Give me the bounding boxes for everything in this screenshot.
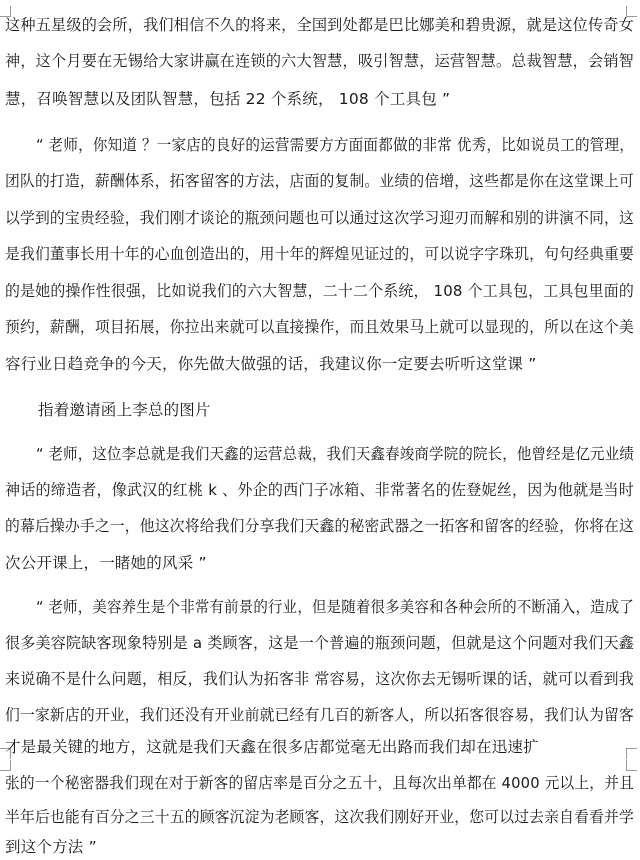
line-text: 容行业日趋竞争的今天，你先做大做强的话，我建议你一定要去听听这堂课 ”	[5, 355, 537, 373]
line-text: 以学到的宝贵经验，我们刚才谈论的瓶颈问题也可以通过这次学习迎刃而解和别的讲演不同，这	[5, 209, 635, 227]
text-line	[0, 278, 640, 304]
line-text: 神话的缔造者，像武汉的红桃 k 、外企的西门子冰箱、非常著名的佐登妮丝，因为他就是当时	[5, 481, 634, 499]
line-text: 次公开课上，一睹她的风采 ”	[5, 554, 207, 572]
text-line	[0, 12, 640, 38]
line-text: 是我们董事长用十年的心血创造出的，用十年的辉煌见证过的，可以说字字珠玑，句句经典重要	[5, 245, 635, 263]
text-line	[0, 702, 640, 728]
line-text: “ 老师，美容养生是个非常有前景的行业，但是随着很多美容和各种会所的不断涌入，造成了	[36, 598, 635, 616]
line-text: 神，这个月要在无锡给大家讲赢在连锁的六大智慧，吸引智慧，运营智慧。总裁智慧，会销智	[5, 52, 635, 70]
text-line	[0, 351, 640, 377]
line-text: 的是她的操作性很强，比如说我们的六大智慧，二十二个系统， 108 个工具包，工具包里面的	[5, 282, 634, 300]
line-text: “ 老师，你知道 ？一家店的良好的运营需要方方面面都做的非常 优秀，比如说员工的管理，	[36, 136, 635, 154]
line-text: 们一家新店的开业，我们还没有开业前就已经有几百的新客人，所以拓客很容易，我们认为留客	[5, 706, 635, 724]
text-line	[0, 804, 640, 830]
line-text: 指着邀请函上李总的图片	[38, 401, 211, 419]
text-line	[0, 205, 640, 231]
line-text: 团队的打造，薪酬体系，拓客留客的方法，店面的复制。业绩的倍增，这些都是你在这堂课上可	[5, 172, 635, 190]
line-text: 预约，薪酬，项目拓展，你拉出来就可以直接操作，而且效果马上就可以显现的，所以在这个美	[5, 318, 635, 336]
line-text: 张的一个秘密器我们现在对于新客的留店率是百分之五十，且每次出单都在 4000 元以上，并且	[5, 774, 635, 792]
text-line	[0, 168, 640, 194]
line-text: 这种五星级的会所，我们相信不久的将来，全国到处都是巴比娜美和碧贵源，就是这位传奇女	[5, 16, 635, 34]
line-text: “ 老师，这位李总就是我们天鑫的运营总裁，我们天鑫春竣商学院的院长，他曾经是亿元业绩	[36, 445, 635, 463]
text-line	[0, 241, 640, 267]
text-line	[0, 513, 640, 539]
text-line	[0, 550, 640, 576]
text-line	[0, 86, 640, 112]
text-line	[0, 770, 640, 796]
text-line	[0, 314, 640, 340]
line-text: 慧，召唤智慧以及团队智慧，包括 22 个系统， 108 个工具包 ”	[5, 90, 451, 108]
text-line	[0, 834, 640, 860]
text-line	[0, 666, 640, 692]
text-line	[0, 630, 640, 656]
text-line	[0, 441, 640, 467]
text-line	[0, 132, 640, 158]
line-text: 很多美容院缺客现象特别是 a 类顾客，这是一个普遍的瓶颈问题，但就是这个问题对我们天鑫	[5, 634, 634, 652]
line-text: 的幕后操办手之一，他这次将给我们分享我们天鑫的秘密武器之一拓客和留客的经验，你将在这	[5, 517, 635, 535]
line-text: 来说确不是什么问题，相反，我们认为拓客非 常容易，这次你去无锡听课的话，就可以看到我	[5, 670, 634, 688]
text-line	[0, 397, 640, 423]
text-line	[0, 734, 640, 760]
line-text: 半年后也能有百分之三十五的顾客沉淀为老顾客，这次我们刚好开业，您可以过去亲自看看并学	[5, 808, 635, 826]
line-text: 到这个方法 ”	[5, 838, 97, 856]
text-line	[0, 48, 640, 74]
line-text: 才是最关键的地方，这就是我们天鑫在很多店都觉毫无出路而我们却在迅速扩	[5, 738, 539, 756]
text-line	[0, 594, 640, 620]
text-line	[0, 477, 640, 503]
